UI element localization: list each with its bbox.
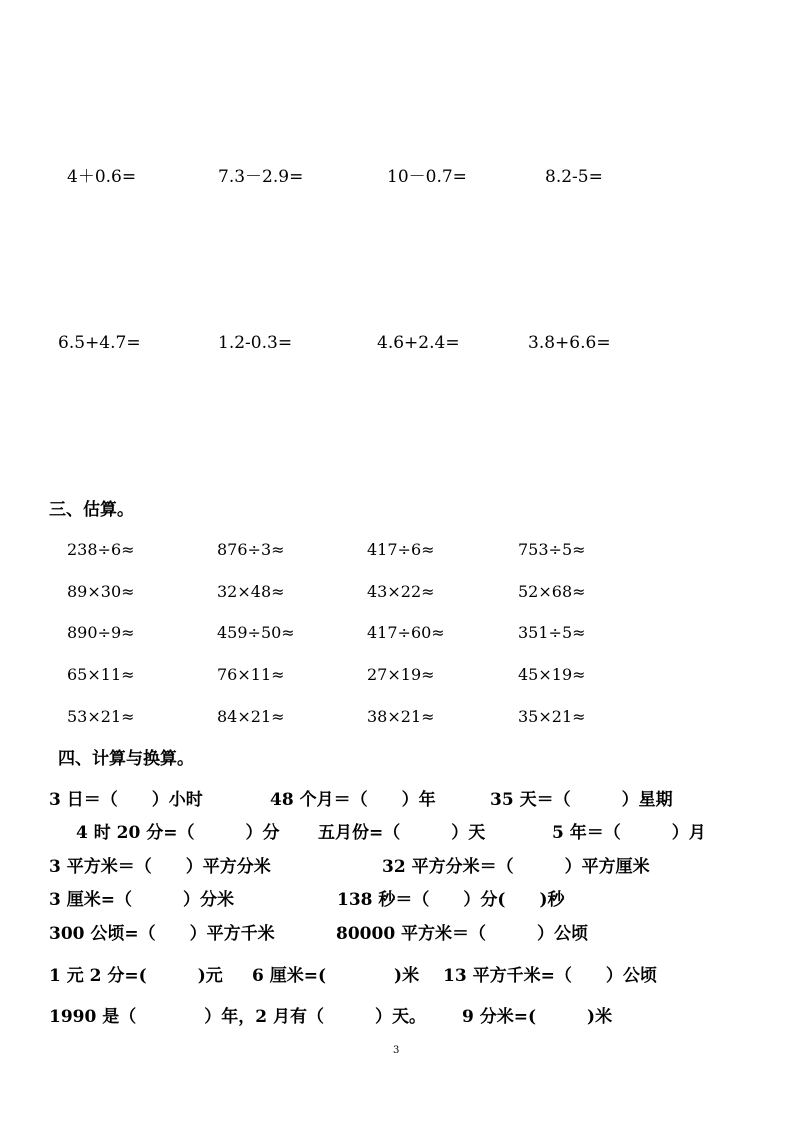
estimate-item: 238÷6≈ [67, 540, 135, 559]
estimate-item: 417÷60≈ [367, 623, 445, 642]
estimate-item: 876÷3≈ [217, 540, 285, 559]
estimate-item: 27×19≈ [367, 665, 435, 684]
estimate-item: 459÷50≈ [217, 623, 295, 642]
estimate-item: 35×21≈ [518, 707, 586, 726]
conversion-item: 3 日＝（ ）小时 [49, 790, 203, 810]
conversion-item: 138 秒＝（ ）分( )秒 [337, 890, 565, 910]
estimate-item: 417÷6≈ [367, 540, 435, 559]
estimate-item: 65×11≈ [67, 665, 135, 684]
estimate-item: 45×19≈ [518, 665, 586, 684]
conversion-item: 300 公顷=（ ）平方千米 [49, 924, 275, 944]
section-heading-estimate: 三、估算。 [49, 500, 134, 520]
estimate-item: 43×22≈ [367, 582, 435, 601]
conversion-item: 48 个月＝（ ）年 [270, 790, 436, 810]
conversion-item: 5 年＝（ ）月 [552, 823, 706, 843]
conversion-item: 13 平方千米=（ ）公顷 [443, 966, 657, 986]
calc-item: 6.5+4.7= [58, 333, 141, 353]
conversion-item: 32 平方分米＝（ ）平方厘米 [382, 857, 650, 877]
conversion-item: 80000 平方米＝（ ）公顷 [336, 924, 589, 944]
page-number: 3 [393, 1045, 400, 1056]
calc-item: 4＋0.6= [67, 167, 137, 187]
calc-item: 4.6+2.4= [377, 333, 460, 353]
calc-item: 8.2-5= [545, 167, 603, 187]
estimate-item: 53×21≈ [67, 707, 135, 726]
calc-item: 3.8+6.6= [528, 333, 611, 353]
conversion-item: 3 平方米＝（ ）平方分米 [49, 857, 271, 877]
conversion-item: 4 时 20 分=（ ）分 [76, 823, 280, 843]
estimate-item: 52×68≈ [518, 582, 586, 601]
conversion-item: 35 天＝（ ）星期 [490, 790, 673, 810]
estimate-item: 89×30≈ [67, 582, 135, 601]
section-heading-conversion: 四、计算与换算。 [58, 749, 194, 769]
conversion-item: 五月份=（ ）天 [318, 823, 486, 843]
conversion-item: 1990 是（ ）年，2 月有（ ）天。 [49, 1007, 426, 1027]
estimate-item: 84×21≈ [217, 707, 285, 726]
estimate-item: 890÷9≈ [67, 623, 135, 642]
calc-item: 7.3－2.9= [218, 167, 304, 187]
conversion-item: 3 厘米=（ ）分米 [49, 890, 234, 910]
estimate-item: 32×48≈ [217, 582, 285, 601]
calc-item: 1.2-0.3= [218, 333, 293, 353]
estimate-item: 38×21≈ [367, 707, 435, 726]
conversion-item: 1 元 2 分=( )元 [49, 966, 223, 986]
estimate-item: 351÷5≈ [518, 623, 586, 642]
calc-item: 10－0.7= [387, 167, 467, 187]
conversion-item: 9 分米=( )米 [462, 1007, 613, 1027]
estimate-item: 753÷5≈ [518, 540, 586, 559]
conversion-item: 6 厘米=( )米 [252, 966, 420, 986]
estimate-item: 76×11≈ [217, 665, 285, 684]
